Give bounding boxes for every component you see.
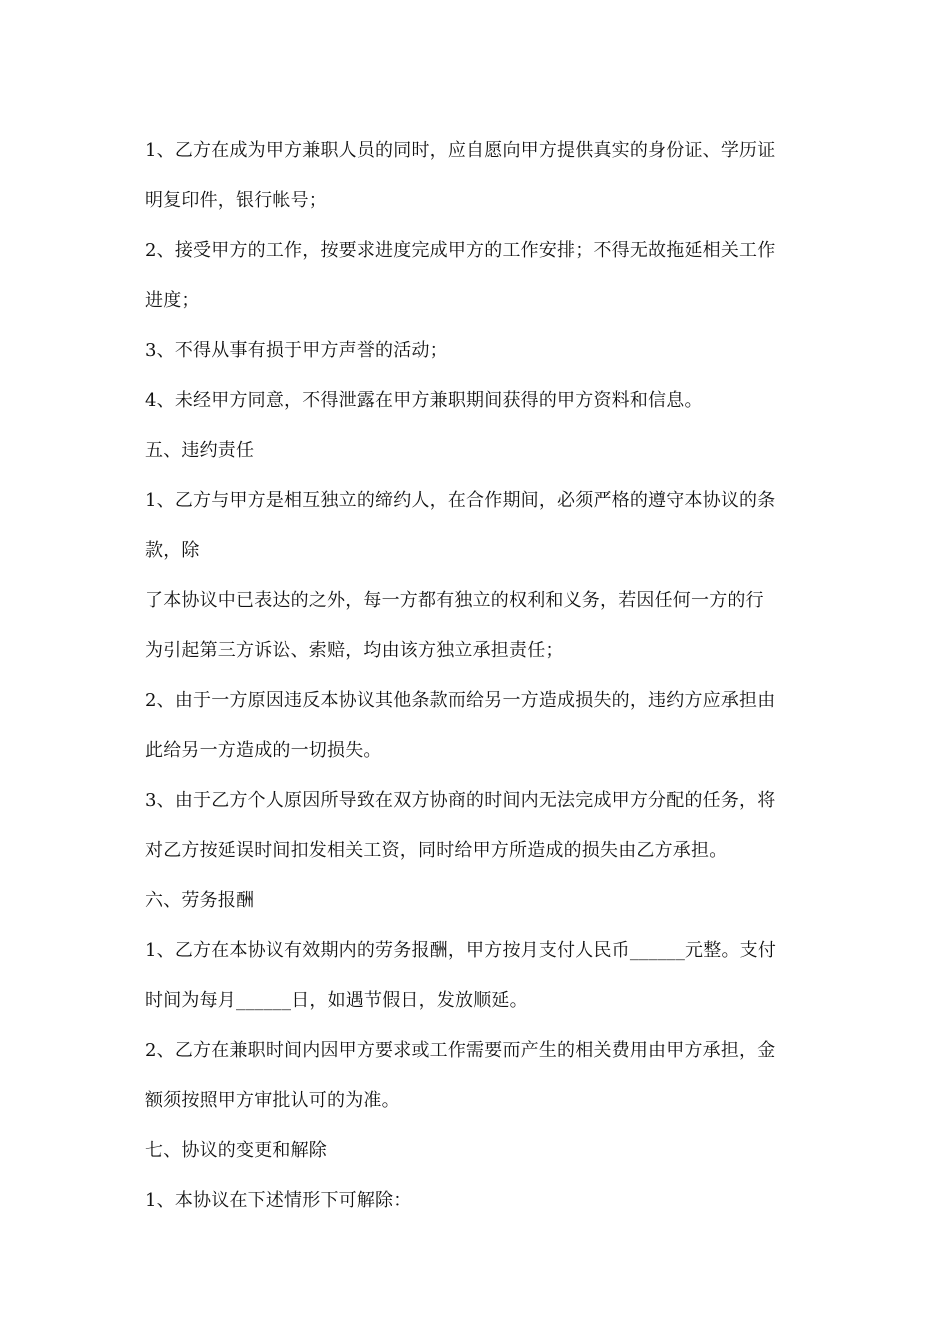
document-body: [145, 126, 813, 1226]
text-line: 此给另一方造成的一切损失。: [145, 740, 382, 761]
text-line: 2、接受甲方的工作，按要求进度完成甲方的工作安排；不得无故拖延相关工作: [145, 240, 776, 261]
text-line: 4、未经甲方同意，不得泄露在甲方兼职期间获得的甲方资料和信息。: [145, 390, 703, 411]
text-line: 额须按照甲方审批认可的为准。: [145, 1090, 400, 1111]
text-line: 款，除: [145, 540, 200, 561]
section-heading: 五、违约责任: [145, 440, 255, 461]
text-line: 3、由于乙方个人原因所导致在双方协商的时间内无法完成甲方分配的任务，将: [145, 790, 776, 811]
text-line: 1、乙方在本协议有效期内的劳务报酬，甲方按月支付人民币______元整。支付: [145, 940, 777, 961]
section-heading: 七、协议的变更和解除: [145, 1140, 327, 1161]
text-line: 进度；: [145, 290, 200, 311]
text-line: 1、本协议在下述情形下可解除：: [145, 1190, 412, 1211]
text-line: 对乙方按延误时间扣发相关工资，同时给甲方所造成的损失由乙方承担。: [145, 840, 728, 861]
text-line: 1、乙方与甲方是相互独立的缔约人，在合作期间，必须严格的遵守本协议的条: [145, 490, 776, 511]
text-line: 为引起第三方诉讼、索赔，均由该方独立承担责任；: [145, 640, 564, 661]
text-line: 3、不得从事有损于甲方声誉的活动；: [145, 340, 448, 361]
section-heading: 六、劳务报酬: [145, 890, 255, 911]
text-line: 了本协议中已表达的之外，每一方都有独立的权利和义务，若因任何一方的行: [145, 590, 764, 611]
text-line: 1、乙方在成为甲方兼职人员的同时，应自愿向甲方提供真实的身份证、学历证: [145, 140, 776, 161]
text-line: 明复印件，银行帐号；: [145, 190, 327, 211]
text-line: 时间为每月______日，如遇节假日，发放顺延。: [145, 990, 528, 1011]
text-line: 2、乙方在兼职时间内因甲方要求或工作需要而产生的相关费用由甲方承担，金: [145, 1040, 776, 1061]
text-line: 2、由于一方原因违反本协议其他条款而给另一方造成损失的，违约方应承担由: [145, 690, 776, 711]
